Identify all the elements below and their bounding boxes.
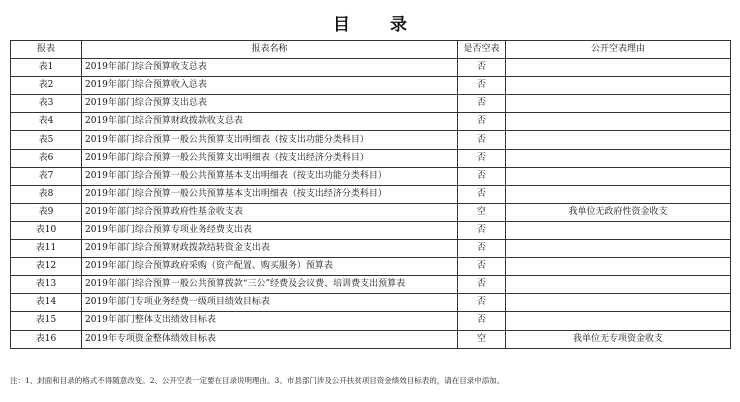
row-reason: [506, 77, 731, 95]
row-name: 2019年部门综合预算政府性基金收支表: [82, 203, 458, 221]
row-name: 2019年部门综合预算政府采购（资产配置、购买服务）预算表: [82, 258, 458, 276]
row-name: 2019年部门综合预算支出总表: [82, 95, 458, 113]
table-row: [11, 240, 731, 258]
row-id: 表3: [11, 95, 82, 113]
title-char-1: 目: [333, 15, 350, 35]
row-id: 表4: [11, 113, 82, 131]
row-name: 2019年部门综合预算收支总表: [82, 59, 458, 77]
row-name: 2019年部门综合预算一般公共预算拨款“三公”经费及会议费、培训费支出预算表: [82, 276, 458, 294]
row-empty: 否: [458, 113, 506, 131]
table-row: [11, 312, 731, 330]
row-name: 2019年部门综合预算财政拨款结转资金支出表: [82, 240, 458, 258]
row-id: 表2: [11, 77, 82, 95]
footnote: 注：1、封面和目录的格式不得随意改变。2、公开空表一定要在目录说明理由。3、市县部门涉及公开扶贫项目资金绩效目标表的，请在目录中添加。: [10, 376, 505, 385]
row-id: 表7: [11, 167, 82, 185]
row-name: 2019年部门综合预算一般公共预算基本支出明细表（按支出功能分类科目）: [82, 167, 458, 185]
table-row: [11, 167, 731, 185]
header-empty: 是否空表: [458, 41, 506, 59]
row-reason: [506, 95, 731, 113]
row-name: 2019年部门综合预算一般公共预算基本支出明细表（按支出经济分类科目）: [82, 185, 458, 203]
row-name: 2019年部门综合预算一般公共预算支出明细表（按支出功能分类科目）: [82, 131, 458, 149]
header-id: 报表: [11, 41, 82, 59]
row-id: 表16: [11, 330, 82, 348]
table-row: [11, 221, 731, 239]
row-reason: [506, 59, 731, 77]
row-reason: [506, 294, 731, 312]
row-reason: [506, 258, 731, 276]
row-empty: 空: [458, 330, 506, 348]
row-id: 表9: [11, 203, 82, 221]
table-row: [11, 185, 731, 203]
row-reason: 我单位无政府性资金收支: [506, 203, 731, 221]
row-id: 表12: [11, 258, 82, 276]
row-empty: 否: [458, 77, 506, 95]
row-empty: 否: [458, 258, 506, 276]
table-row: [11, 131, 731, 149]
row-id: 表6: [11, 149, 82, 167]
row-id: 表8: [11, 185, 82, 203]
table-row: [11, 330, 731, 348]
row-empty: 否: [458, 221, 506, 239]
table-row: [11, 59, 731, 77]
row-id: 表15: [11, 312, 82, 330]
table-row: [11, 203, 731, 221]
row-empty: 否: [458, 59, 506, 77]
row-empty: 否: [458, 149, 506, 167]
table-row: [11, 113, 731, 131]
row-empty: 否: [458, 95, 506, 113]
row-id: 表11: [11, 240, 82, 258]
table-row: [11, 149, 731, 167]
row-id: 表1: [11, 59, 82, 77]
row-empty: 否: [458, 185, 506, 203]
row-reason: [506, 113, 731, 131]
row-name: 2019年部门综合预算收入总表: [82, 77, 458, 95]
row-name: 2019年部门综合预算财政拨款收支总表: [82, 113, 458, 131]
row-reason: [506, 185, 731, 203]
row-reason: [506, 149, 731, 167]
row-reason: [506, 240, 731, 258]
row-reason: [506, 131, 731, 149]
row-name: 2019年部门综合预算专项业务经费支出表: [82, 221, 458, 239]
table-row: [11, 77, 731, 95]
table-row: [11, 294, 731, 312]
row-empty: 否: [458, 131, 506, 149]
row-id: 表10: [11, 221, 82, 239]
row-reason: 我单位无专项资金收支: [506, 330, 731, 348]
table-row: [11, 276, 731, 294]
row-empty: 否: [458, 294, 506, 312]
row-empty: 否: [458, 276, 506, 294]
page-title: [0, 10, 740, 35]
row-empty: 空: [458, 203, 506, 221]
row-name: 2019年部门综合预算一般公共预算支出明细表（按支出经济分类科目）: [82, 149, 458, 167]
table-row: [11, 258, 731, 276]
title-char-2: 录: [390, 15, 407, 35]
row-id: 表13: [11, 276, 82, 294]
header-reason: 公开空表理由: [506, 41, 731, 59]
row-name: 2019年专项资金整体绩效目标表: [82, 330, 458, 348]
header-row: [11, 41, 731, 59]
row-empty: 否: [458, 240, 506, 258]
table-row: [11, 95, 731, 113]
row-id: 表5: [11, 131, 82, 149]
row-id: 表14: [11, 294, 82, 312]
row-name: 2019年部门整体支出绩效目标表: [82, 312, 458, 330]
row-reason: [506, 221, 731, 239]
contents-table: [10, 40, 731, 349]
row-reason: [506, 276, 731, 294]
row-reason: [506, 167, 731, 185]
row-empty: 否: [458, 312, 506, 330]
row-empty: 否: [458, 167, 506, 185]
row-reason: [506, 312, 731, 330]
row-name: 2019年部门专项业务经费一级项目绩效目标表: [82, 294, 458, 312]
header-name: 报表名称: [82, 41, 458, 59]
